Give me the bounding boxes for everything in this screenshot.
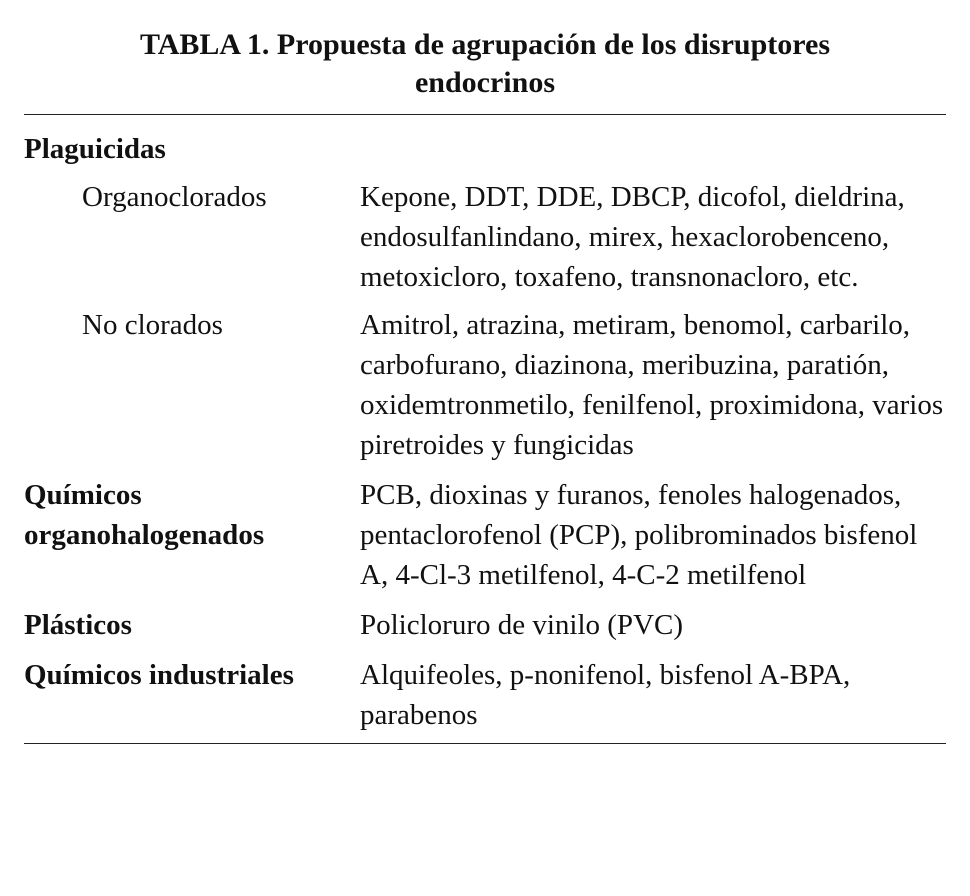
document <box>24 22 946 744</box>
table-row <box>24 115 946 169</box>
category-value-plasticos: Policloruro de vinilo (PVC) <box>360 609 684 641</box>
table-row <box>24 297 946 465</box>
category-value-quimicos-organohalogenados: PCB, dioxinas y furanos, fenoles halogenados, pentaclorofenol (PCP), polibrominados bisfenol A, 4-Cl-3 metilfenol, 4-C-2 metilfenol <box>360 479 918 591</box>
category-label-quimicos-organohalogenados: Químicos organohalogenados <box>24 479 265 551</box>
subcategory-label-organoclorados: Organoclorados <box>82 181 267 213</box>
category-label-quimicos-industriales: Químicos industriales <box>24 659 294 691</box>
subcategory-value-organoclorados: Kepone, DDT, DDE, DBCP, dicofol, dieldrina, endosulfanlindano, mirex, hexaclorobenceno, metoxicloro, toxafeno, transnonacloro, etc. <box>360 181 905 293</box>
table-row <box>24 645 946 735</box>
disruptors-table <box>24 115 946 735</box>
table-row <box>24 169 946 297</box>
table-row <box>24 465 946 595</box>
subcategory-value-no-clorados: Amitrol, atrazina, metiram, benomol, carbarilo, carbofurano, diazinona, meribuzina, paratión, oxidemtronmetilo, fenilfenol, proximidona, varios piretroides y fungicidas <box>360 309 944 461</box>
category-label-plaguicidas: Plaguicidas <box>24 133 166 165</box>
category-value-quimicos-industriales: Alquifeoles, p-nonifenol, bisfenol A-BPA, parabenos <box>360 659 851 731</box>
table-title: TABLA 1. Propuesta de agrupación de los disruptores endocrinos <box>139 28 831 99</box>
category-label-plasticos: Plásticos <box>24 609 132 641</box>
table-row <box>24 595 946 645</box>
bottom-rule <box>24 743 946 744</box>
subcategory-label-no-clorados: No clorados <box>82 309 223 341</box>
